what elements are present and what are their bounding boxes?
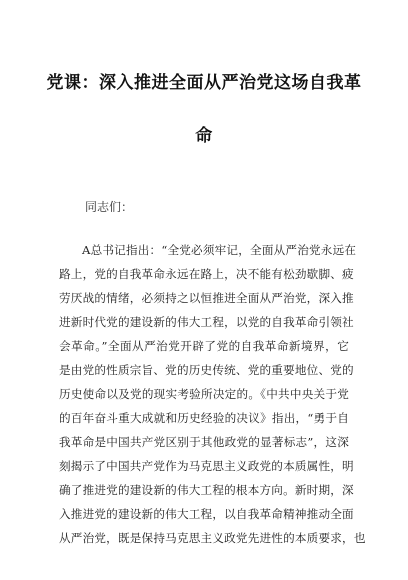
body-line: 进新时代党的建设新的伟大工程，以党的自我革命引领社: [59, 315, 354, 329]
body-line: 我革命是中国共产党区别于其他政党的显著标志”，这深: [59, 435, 349, 449]
body-line: 从严治党，既是保持马克思主义政党先进性的本质要求，也: [59, 531, 366, 545]
salutation: 同志们：: [85, 200, 134, 214]
body-line: 的百年奋斗重大成就和历史经验的决议》指出，“勇于自: [59, 411, 349, 425]
body-line: 会革命。”全面从严治党开辟了党的自我革命新境界，它: [59, 339, 349, 353]
body-line: 确了推进党的建设新的伟大工程的根本方向。新时期，深: [59, 483, 354, 497]
body-line: 是由党的性质宗旨、党的历史传统、党的重要地位、党的: [59, 363, 354, 377]
document-title-line-2: 命: [195, 126, 213, 146]
body-line: 路上，党的自我革命永远在路上，决不能有松劲歇脚、疲: [59, 267, 354, 281]
document-title-line-1: 党课：深入推进全面从严治党这场自我革: [46, 73, 362, 93]
body-line: 入推进党的建设新的伟大工程，以自我革命精神推动全面: [59, 507, 354, 521]
body-line: 刻揭示了中国共产党作为马克思主义政党的本质属性，明: [59, 459, 354, 473]
body-line: 历史使命以及党的现实考验所决定的。《中共中央关于党: [59, 387, 349, 401]
body-line: 劳厌战的情绪，必须持之以恒推进全面从严治党，深入推: [59, 291, 354, 305]
body-line: A总书记指出：“全党必须牢记，全面从严治党永远在: [82, 243, 357, 257]
